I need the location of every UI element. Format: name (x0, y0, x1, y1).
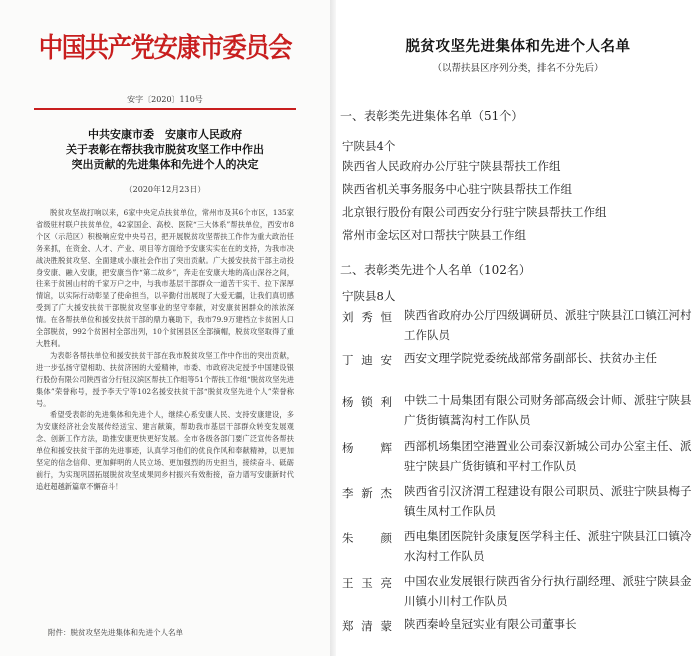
person-name: 杨 辉 (342, 441, 392, 455)
person-name: 王玉亮 (342, 576, 392, 590)
person-role: 陕西秦岭皇冠实业有限公司董事长 (404, 617, 577, 631)
person-role: 陕西省政府办公厅四级调研员、派驻宁陕县江口镇江河村工作队员 (404, 308, 692, 342)
county-label: 宁陕县8人 (342, 289, 396, 303)
body-paragraph: 脱贫攻坚战打响以来，6家中央定点扶贫单位，常州市及其6个市区，135家省级驻村联户扶贫单位，42家国企、高校、医院“三大体系”帮扶单位，西安市8个区（示范区）积极响应党中央号召，把开展脱贫攻坚帮扶工作作为重大政治任务来抓，在资金、人才、产业、项目等方面给予安康实实在在的支持，为我市决战决胜脱贫攻坚、全面建成小康社会作出了突出贡献。广大援安扶贫干部主动投身安康、融入安康，把安康当作“第二故乡”，奔走在安康大地的高山深谷之间，往来于贫困山村的千家万户之中，与我市基层干部群众一道苦干实干、拉下深厚情谊，以实际行动彰显了使命担当，以辛勤付出展现了大爱无疆，让我们真切感受到了广大援安扶贫干部脱贫攻坚事业的坚守奉献，对安康贫困群众的浓浓深情。在各帮扶单位和援安扶贫干部的鼎力襄助下，我市79.9万建档立卡贫困人口全部脱贫，992个贫困村全部出列，10个贫困县区全部摘帽，脱贫攻坚取得了重大胜利。 (36, 208, 294, 348)
person-role: 中国农业发展银行陕西省分行执行副经理、派驻宁陕县金川镇小川村工作队员 (404, 574, 692, 608)
list-title: 脱贫攻坚先进集体和先进个人名单 (405, 39, 631, 55)
right-page (336, 0, 700, 656)
person-name: 朱 颜 (342, 531, 392, 545)
attachment-note: 附件：脱贫攻坚先进集体和先进个人名单 (48, 628, 183, 637)
body-paragraph: 希望受表彰的先进集体和先进个人，继续心系安康人民、支持安康建设，多为安康经济社会发展传经送宝、建言献策，帮助我市基层干部群众转变发展观念、创新工作方法，助推安康更快更好发展。全市各级各部门要广泛宣传各帮扶单位和援安扶贫干部的先进事迹，认真学习他们的优良作风和奉献精神，以更加坚定的信念信仰、更加鲜明的人民立场、更加强烈的历史担当，接续奋斗、砥砺前行，为实现巩固拓展脱贫攻坚成果同乡村振兴有效衔接，奋力谱写安康新时代追赶超越新篇章不懈奋斗！ (36, 410, 294, 491)
left-page (0, 0, 330, 656)
person-role: 西部机场集团空港置业公司泰汉新城公司办公室主任、派驻宁陕县广货街镇和平村工作队员 (404, 439, 692, 473)
collective-item: 北京银行股份有限公司西安分行驻宁陕县帮扶工作组 (342, 205, 607, 219)
body-paragraph: 为表彰各帮扶单位和援安扶贫干部在我市脱贫攻坚工作中作出的突出贡献，进一步弘扬守望相助、扶贫济困的大爱精神，市委、市政府决定授予中国建设银行股份有限公司陕西省分行驻汉滨区帮扶工作组等51个帮扶工作组“脱贫攻坚先进集体”荣誉称号，授予李天宁等102名援安扶贫干部“脱贫攻坚先进个人”荣誉称号。 (36, 350, 294, 408)
collective-item: 陕西省人民政府办公厅驻宁陕县帮扶工作组 (342, 159, 561, 173)
person-name: 杨锁利 (342, 395, 392, 409)
title-line: 突出贡献的先进集体和先进个人的决定 (71, 158, 259, 171)
person-name: 郑清蒙 (342, 619, 392, 633)
collective-item: 陕西省机关事务服务中心驻宁陕县帮扶工作组 (342, 182, 572, 196)
collective-item: 常州市金坛区对口帮扶宁陕县工作组 (342, 228, 526, 242)
title-line: 关于表彰在帮扶我市脱贫攻坚工作中作出 (66, 143, 264, 156)
person-role: 西电集团医院针灸康复医学科主任、派驻宁陕县江口镇冷水沟村工作队员 (404, 529, 692, 563)
document-number: 安字〔2020〕110号 (127, 95, 203, 104)
person-role: 西安文理学院党委统战部常务副部长、扶贫办主任 (404, 351, 657, 365)
section-heading-collectives: 一、表彰类先进集体名单（51个） (340, 109, 524, 123)
person-name: 李新杰 (342, 486, 392, 500)
section-heading-individuals: 二、表彰类先进个人名单（102名） (340, 263, 531, 277)
document-header: 中国共产党安康市委员会 (38, 33, 292, 64)
header-red-rule (34, 108, 296, 110)
list-subtitle: （以帮扶县区序列分类，排名不分先后） (432, 63, 604, 74)
title-line: 中共安康市委 安康市人民政府 (88, 128, 242, 141)
person-role: 中铁二十局集团有限公司财务部高级会计师、派驻宁陕县广货街镇蒿沟村工作队员 (404, 393, 692, 427)
person-role: 陕西省引汉济渭工程建设有限公司职员、派驻宁陕县梅子镇生凤村工作队员 (404, 484, 692, 518)
person-name: 丁迪安 (342, 353, 392, 367)
document-date: （2020年12月23日） (124, 185, 206, 194)
person-name: 刘秀恒 (342, 310, 392, 324)
county-label: 宁陕县4个 (342, 139, 396, 153)
document-title (40, 127, 290, 172)
document-body (36, 207, 294, 493)
